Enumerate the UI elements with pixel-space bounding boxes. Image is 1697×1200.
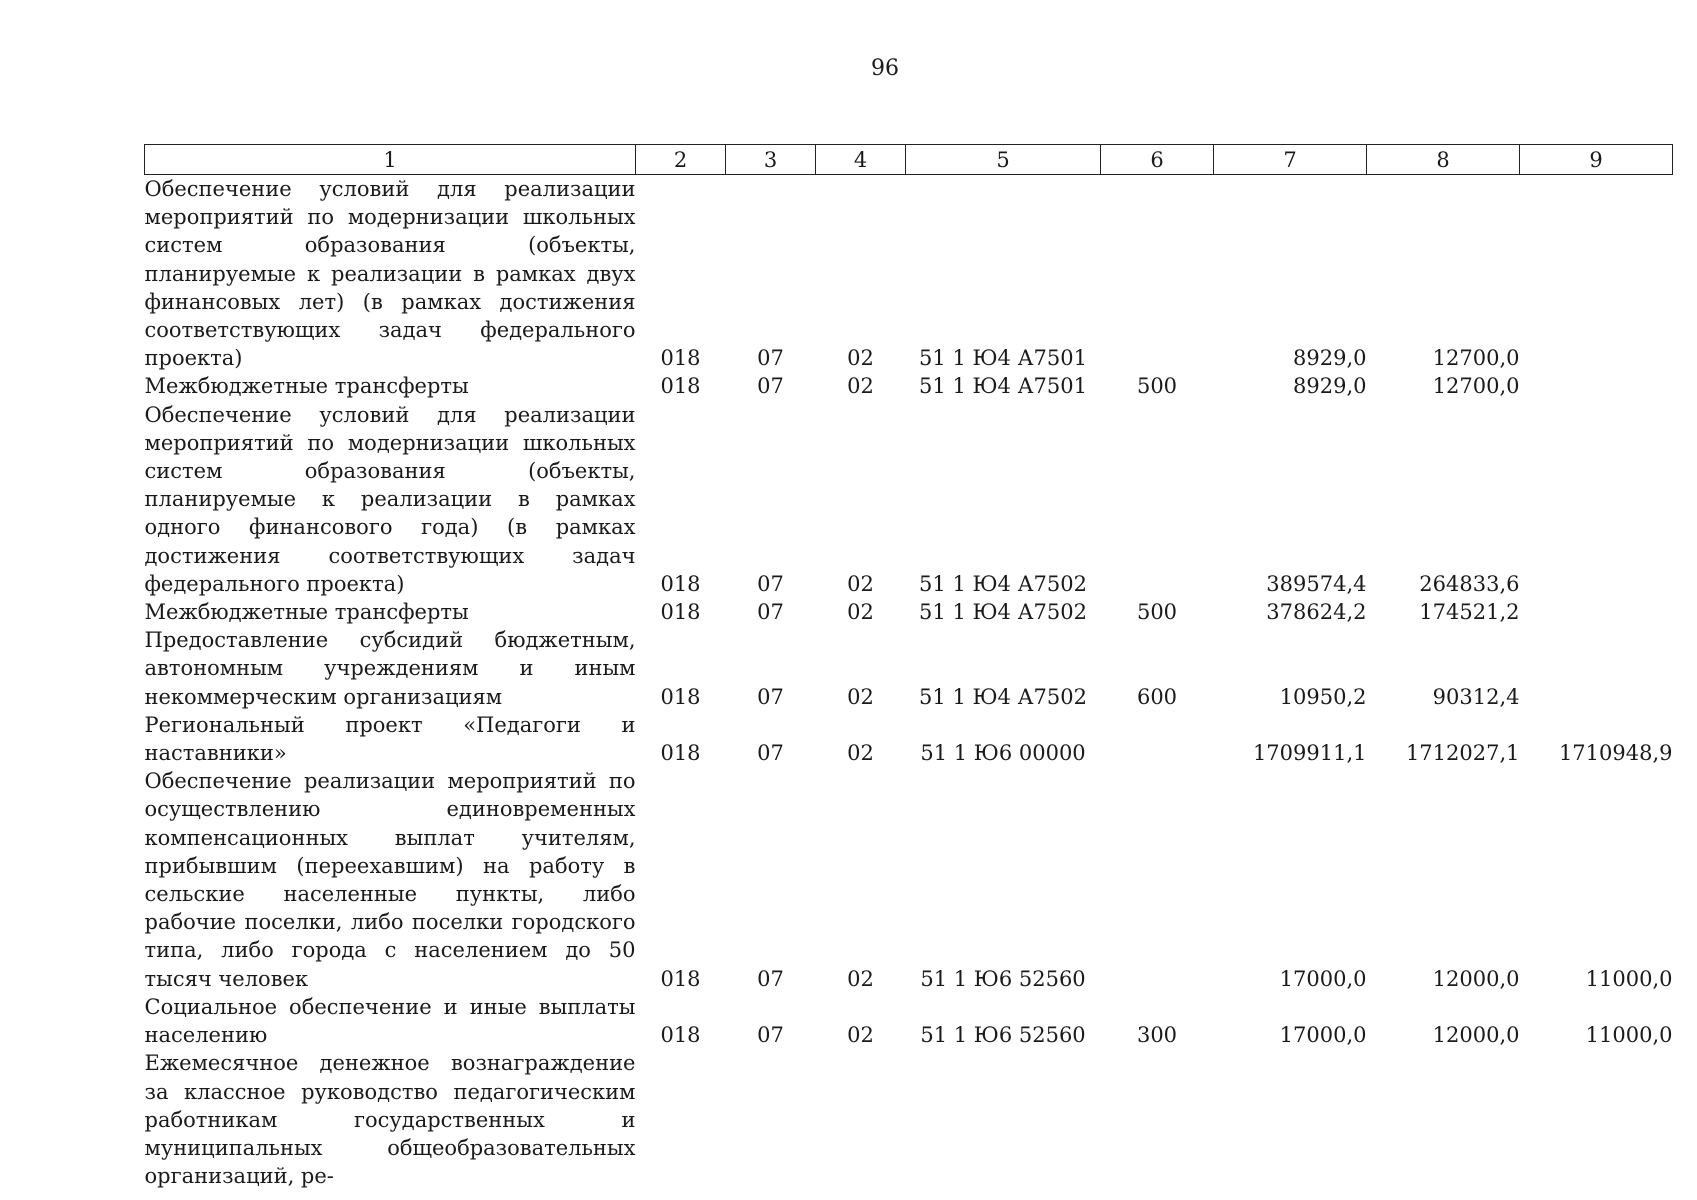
row-col-8: 174521,2	[1419, 600, 1520, 625]
row-col-2: 018	[660, 1023, 701, 1048]
table-row	[145, 1049, 1673, 1190]
table-row	[145, 767, 1673, 993]
table-row	[145, 372, 1673, 400]
row-col-4: 02	[847, 966, 874, 991]
row-description: Обеспечение условий для реализации мероприятий по модернизации школьных систем образования (объекты, планируемые к реализации в рамках двух финансовых лет) (в рамках достижения соответствующих задач федерального проекта)	[144, 177, 636, 371]
column-header-1: 1	[145, 145, 636, 175]
row-col-3: 07	[757, 571, 784, 596]
table-row	[145, 401, 1673, 598]
row-col-5: 51 1 Ю4 А7501	[919, 374, 1087, 399]
row-col-6	[1101, 1049, 1214, 1190]
row-col-9	[1520, 372, 1673, 400]
row-col-8: 90312,4	[1432, 684, 1520, 709]
row-col-7: 8929,0	[1293, 374, 1367, 399]
column-header-7: 7	[1214, 145, 1367, 175]
column-header-5: 5	[906, 145, 1101, 175]
row-col-9	[1520, 626, 1673, 711]
row-col-2: 018	[660, 684, 701, 709]
row-col-2: 018	[660, 741, 701, 766]
row-description: Социальное обеспечение и иные выплаты населению	[144, 994, 636, 1048]
row-col-7: 389574,4	[1266, 571, 1367, 596]
row-col-6	[1101, 711, 1214, 767]
row-col-3: 07	[757, 346, 784, 371]
header-row	[145, 145, 1673, 175]
row-col-6: 600	[1136, 684, 1178, 709]
row-col-2	[636, 1049, 726, 1190]
row-col-3: 07	[757, 684, 784, 709]
row-description: Межбюджетные трансферты	[144, 374, 469, 399]
row-col-9: 1710948,9	[1558, 741, 1673, 766]
row-col-8: 12700,0	[1432, 346, 1520, 371]
page-number: 96	[871, 56, 899, 81]
row-description: Региональный проект «Педагоги и наставники»	[144, 712, 636, 766]
row-col-4: 02	[847, 374, 874, 399]
row-col-6	[1101, 767, 1214, 993]
column-header-3: 3	[726, 145, 816, 175]
row-col-7: 1709911,1	[1252, 741, 1367, 766]
row-col-7: 10950,2	[1279, 684, 1367, 709]
row-col-3	[726, 1049, 816, 1190]
row-col-9: 11000,0	[1585, 1023, 1673, 1048]
row-col-4: 02	[847, 1023, 874, 1048]
row-col-4: 02	[847, 346, 874, 371]
row-col-9	[1520, 598, 1673, 626]
row-col-4: 02	[847, 684, 874, 709]
row-col-9: 11000,0	[1585, 966, 1673, 991]
row-col-3: 07	[757, 374, 784, 399]
row-col-3: 07	[757, 600, 784, 625]
row-description: Предоставление субсидий бюджетным, автономным учреждениям и иным некоммерческим организациям	[144, 628, 636, 709]
row-description: Ежемесячное денежное вознаграждение за классное руководство педагогическим работникам государственных и муниципальных общеобразовательных организаций, ре-	[144, 1051, 636, 1189]
row-description: Межбюджетные трансферты	[144, 600, 469, 625]
row-col-7: 378624,2	[1266, 600, 1367, 625]
row-col-2: 018	[660, 600, 701, 625]
row-col-8: 12700,0	[1432, 374, 1520, 399]
row-col-7: 17000,0	[1279, 966, 1367, 991]
row-description: Обеспечение условий для реализации мероприятий по модернизации школьных систем образования (объекты, планируемые к реализации в рамках одного финансового года) (в рамках достижения соответствующих задач федерального проекта)	[144, 402, 636, 596]
row-col-5: 51 1 Ю4 А7502	[919, 684, 1087, 709]
row-col-8: 12000,0	[1432, 966, 1520, 991]
row-col-8: 12000,0	[1432, 1023, 1520, 1048]
row-col-8: 1712027,1	[1405, 741, 1520, 766]
row-col-7: 8929,0	[1293, 346, 1367, 371]
row-col-5: 51 1 Ю6 52560	[920, 1023, 1086, 1048]
row-col-9	[1520, 175, 1673, 373]
row-col-4: 02	[847, 571, 874, 596]
row-col-2: 018	[660, 374, 701, 399]
column-header-8: 8	[1367, 145, 1520, 175]
row-col-6: 300	[1136, 1023, 1178, 1048]
column-header-2: 2	[636, 145, 726, 175]
column-header-6: 6	[1101, 145, 1214, 175]
table-row	[145, 175, 1673, 373]
row-col-2: 018	[660, 346, 701, 371]
row-col-4: 02	[847, 741, 874, 766]
row-col-6: 500	[1136, 600, 1178, 625]
row-col-2: 018	[660, 571, 701, 596]
row-col-6: 500	[1136, 374, 1178, 399]
row-col-9	[1520, 1049, 1673, 1190]
column-header-4: 4	[816, 145, 906, 175]
row-col-9	[1520, 401, 1673, 598]
row-col-5: 51 1 Ю4 А7501	[919, 346, 1087, 371]
row-col-8: 264833,6	[1419, 571, 1520, 596]
table-row	[145, 993, 1673, 1049]
table-row	[145, 711, 1673, 767]
row-col-3: 07	[757, 966, 784, 991]
row-col-6	[1101, 401, 1214, 598]
row-col-3: 07	[757, 741, 784, 766]
row-col-5: 51 1 Ю6 00000	[920, 741, 1086, 766]
row-col-6	[1101, 175, 1214, 373]
row-col-3: 07	[757, 1023, 784, 1048]
row-col-7	[1214, 1049, 1367, 1190]
row-col-4: 02	[847, 600, 874, 625]
row-col-5: 51 1 Ю4 А7502	[919, 600, 1087, 625]
row-col-7: 17000,0	[1279, 1023, 1367, 1048]
row-col-5: 51 1 Ю4 А7502	[919, 571, 1087, 596]
row-col-8	[1367, 1049, 1520, 1190]
budget-table	[144, 144, 1673, 1190]
row-col-5: 51 1 Ю6 52560	[920, 966, 1086, 991]
row-col-5	[906, 1049, 1101, 1190]
table-row	[145, 598, 1673, 626]
row-description: Обеспечение реализации мероприятий по осуществлению единовременных компенсационных выплат учителям, прибывшим (переехавшим) на работу в сельские населенные пункты, либо рабочие поселки, либо поселки городского типа, либо города с населением до 50 тысяч человек	[144, 769, 636, 991]
row-col-4	[816, 1049, 906, 1190]
column-header-9: 9	[1520, 145, 1673, 175]
row-col-2: 018	[660, 966, 701, 991]
table-row	[145, 626, 1673, 711]
